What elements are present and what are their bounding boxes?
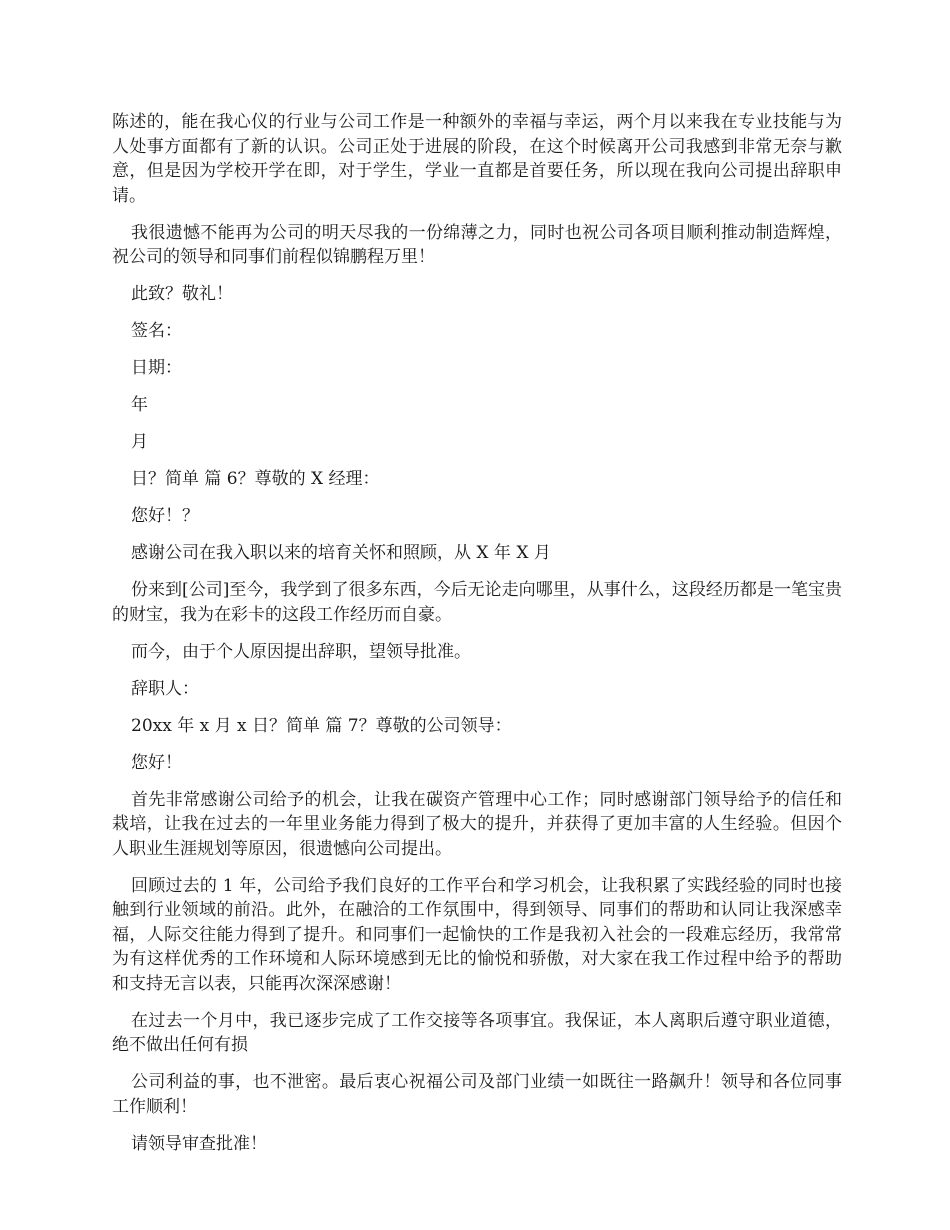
paragraph-sample-7-heading: 20xx 年 x 月 x 日？简单 篇 7？尊敬的公司领导： [131,715,512,736]
paragraph-resignation-reason: 陈述的，能在我心仪的行业与公司工作是一种额外的幸福与幸运，两个月以来我在专业技能与为人处事方面都有了新的认识。公司正处于进展的阶段，在这个时候离开公司我感到非常无奈与歉意，但是因为学校开学在即，对于学生，学业一直都是首要任务，所以现在我向公司提出辞职申请。 [112,112,842,206]
paragraph-experience: 份来到[公司]至今，我学到了很多东西，今后无论走向哪里，从事什么，这段经历都是一笔宝贵的财宝，我为在彩卡的这段工作经历而自豪。 [112,580,842,625]
paragraph-sample-6-heading: 日？简单 篇 6？尊敬的 X 经理： [131,469,380,489]
paragraph-handover: 在过去一个月中，我已逐步完成了工作交接等各项事宜。我保证，本人离职后遵守职业道德，绝不做出任何有损 [112,1010,842,1055]
paragraph-salutation: 此致？敬礼！ [131,284,233,304]
paragraph-regret-wishes: 我很遗憾不能再为公司的明天尽我的一份绵薄之力，同时也祝公司各项目顺利推动制造辉煌，祝公司的领导和同事们前程似锦鹏程万里！ [112,222,842,267]
paragraph-signature: 签名： [131,321,182,341]
paragraph-year: 年 [131,395,148,415]
paragraph-blessing: 公司利益的事，也不泄密。最后衷心祝福公司及部门业绩一如既往一路飙升！领导和各位同事工作顺利！ [112,1072,842,1117]
paragraph-request-approval: 请领导审查批准！ [131,1133,267,1154]
document-page [112,110,842,1169]
paragraph-personal-reason: 而今，由于个人原因提出辞职，望领导批准。 [131,641,471,662]
paragraph-review-year: 回顾过去的 1 年，公司给予我们良好的工作平台和学习机会，让我积累了实践经验的同时也接触到行业领域的前沿。此外，在融洽的工作氛围中，得到领导、同事们的帮助和认同让我深感幸福，人际交往能力得到了提升。和同事们一起愉快的工作是我初入社会的一段难忘经历，我常常为有这样优秀的工作环境和人际环境感到无比的愉悦和骄傲，对大家在我工作过程中给予的帮助和支持无言以表，只能再次深深感谢！ [112,875,842,994]
paragraph-thanks-opportunity: 首先非常感谢公司给予的机会，让我在碳资产管理中心工作；同时感谢部门领导给予的信任和栽培，让我在过去的一年里业务能力得到了极大的提升，并获得了更加丰富的人生经验。但因个人职业生涯规划等原因，很遗憾向公司提出。 [112,789,842,859]
paragraph-greeting: 您好！？ [131,506,199,526]
paragraph-resigner: 辞职人： [131,678,199,699]
paragraph-gratitude: 感谢公司在我入职以来的培育关怀和照顾，从 X 年 X 月 [131,543,551,563]
paragraph-date: 日期： [131,358,182,378]
paragraph-greeting-2: 您好！ [131,752,182,773]
paragraph-month: 月 [131,432,148,452]
